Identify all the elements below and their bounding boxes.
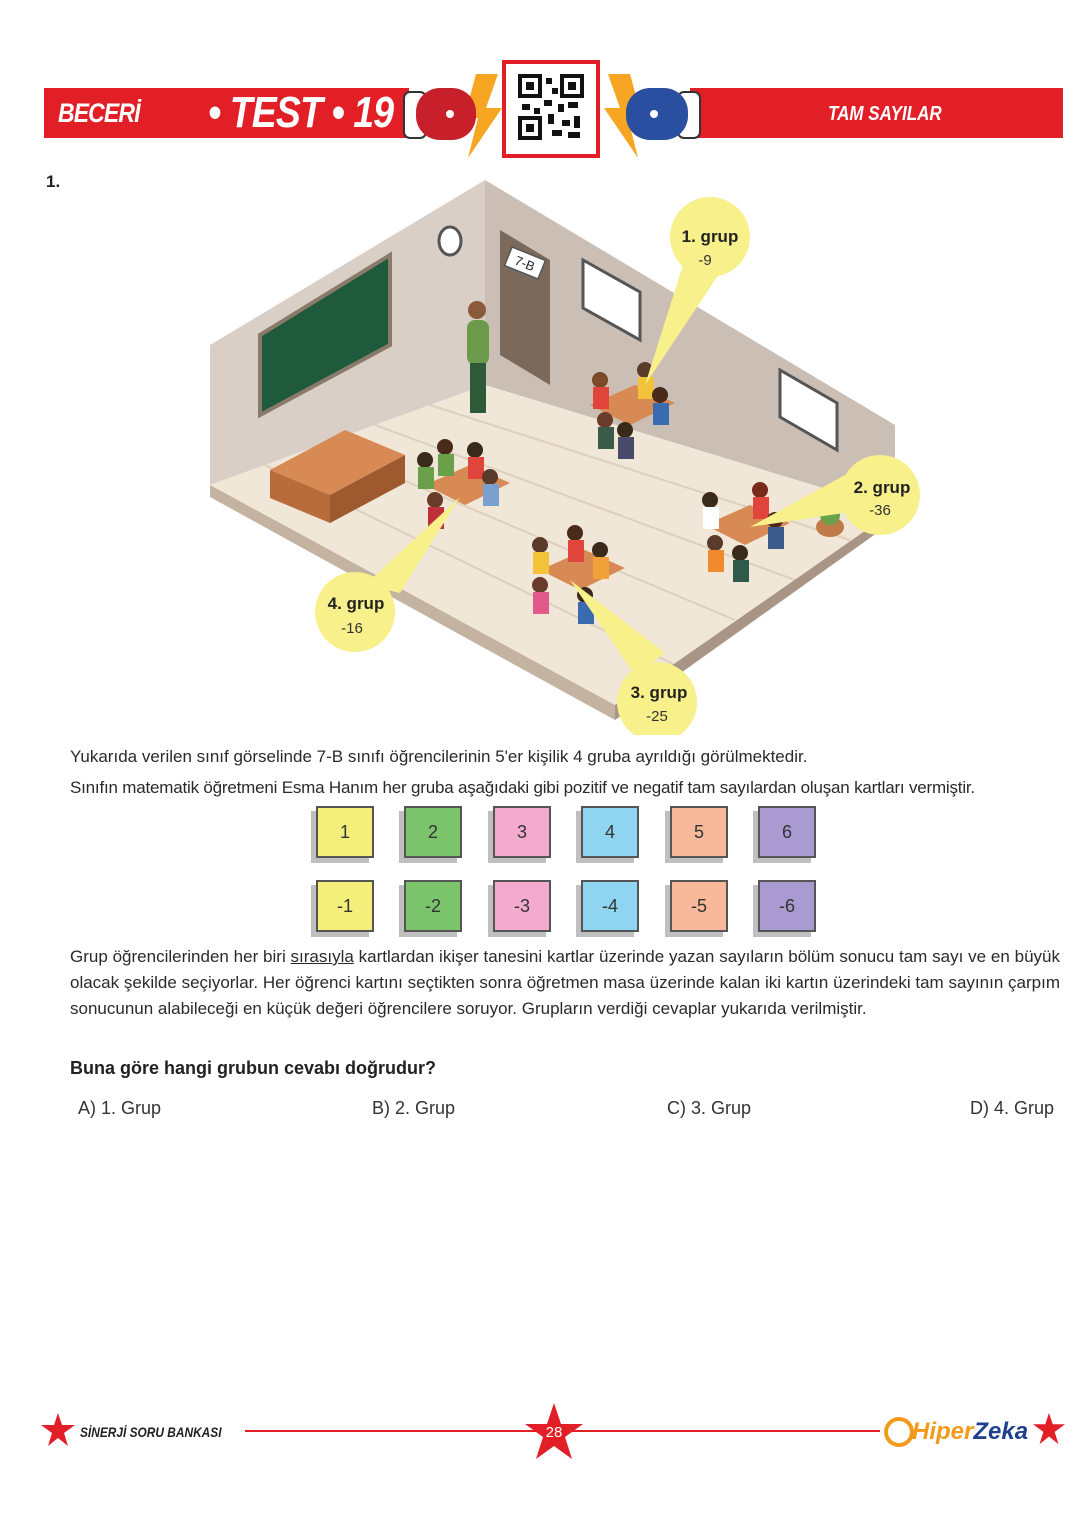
option-a[interactable]: A) 1. Grup xyxy=(78,1098,162,1118)
blue-glove-icon xyxy=(626,88,700,140)
brand-name-part1: Hiper xyxy=(912,1418,974,1445)
intro-line-2: Sınıfın matematik öğretmeni Esma Hanım her gruba aşağıdaki gibi pozitif ve negatif tam sayılardan oluşan kartları vermiştir. xyxy=(70,778,975,797)
bubble-3-title: 3. grup xyxy=(630,683,688,702)
card: 2 xyxy=(404,806,462,858)
topic-title: TAM SAYILAR xyxy=(828,103,942,125)
body-text-start: Grup öğrencilerinden her biri xyxy=(70,947,291,966)
star-icon-right xyxy=(1032,1412,1066,1446)
classroom-illustration xyxy=(205,175,925,735)
card: -1 xyxy=(316,880,374,932)
bubble-2-title: 2. grup xyxy=(853,478,911,497)
question-number: 1. xyxy=(46,172,61,191)
card: 4 xyxy=(581,806,639,858)
card: 1 xyxy=(316,806,374,858)
body-underlined-word: sırasıyla xyxy=(290,947,354,966)
clock-icon xyxy=(439,227,461,255)
door-label: 7-B xyxy=(512,252,538,275)
card: -4 xyxy=(581,880,639,932)
card: 5 xyxy=(670,806,728,858)
bubble-2-value: -36 xyxy=(869,502,891,519)
card: -6 xyxy=(758,880,816,932)
brand-name xyxy=(912,1418,1028,1446)
positive-cards-row xyxy=(316,806,826,866)
question-body xyxy=(70,944,1060,1022)
card: -2 xyxy=(404,880,462,932)
book-name: SİNERJİ SORU BANKASI xyxy=(80,1424,222,1440)
bubble-4-value: -16 xyxy=(341,620,363,637)
card: 3 xyxy=(493,806,551,858)
brand-logo-icon xyxy=(883,1414,915,1450)
header-category: BECERİ xyxy=(58,98,140,128)
bubble-4-title: 4. grup xyxy=(327,594,385,613)
red-glove-icon xyxy=(404,88,476,140)
option-d[interactable]: D) 4. Grup xyxy=(970,1098,1055,1118)
question-prompt: Buna göre hangi grubun cevabı doğrudur? xyxy=(70,1058,437,1078)
card: -3 xyxy=(493,880,551,932)
option-b[interactable]: B) 2. Grup xyxy=(372,1098,456,1118)
star-icon-left xyxy=(40,1412,76,1448)
page-number: 28 xyxy=(545,1424,563,1441)
card: -5 xyxy=(670,880,728,932)
bubble-3-value: -25 xyxy=(646,708,668,725)
bubble-1-value: -9 xyxy=(698,252,712,269)
bubble-1-title: 1. grup xyxy=(681,227,739,246)
card: 6 xyxy=(758,806,816,858)
brand-name-part2: Zeka xyxy=(973,1418,1029,1445)
qr-code[interactable] xyxy=(502,60,600,158)
intro-line-1: Yukarıda verilen sınıf görselinde 7-B sınıfı öğrencilerinin 5'er kişilik 4 gruba ayrıldığı görülmektedir. xyxy=(70,747,808,766)
option-c[interactable]: C) 3. Grup xyxy=(667,1098,752,1118)
test-title: • TEST • 19 xyxy=(208,88,394,137)
negative-cards-row xyxy=(316,880,826,940)
body-text-end: kartlardan ikişer tanesini kartlar üzerinde yazan sayıların bölüm sonucu tam sayı ve en büyük olacak şekilde seçiyorlar. Her öğrenci kartını seçtikten sonra öğretmen masa üzerinde kalan iki kartın üzerindeki tam sayının çarpım sonucunun alabileceği en küçük değeri öğrencilere soruyor. Grupların verdiği cevaplar yukarıda verilmiştir. xyxy=(70,947,1060,1018)
